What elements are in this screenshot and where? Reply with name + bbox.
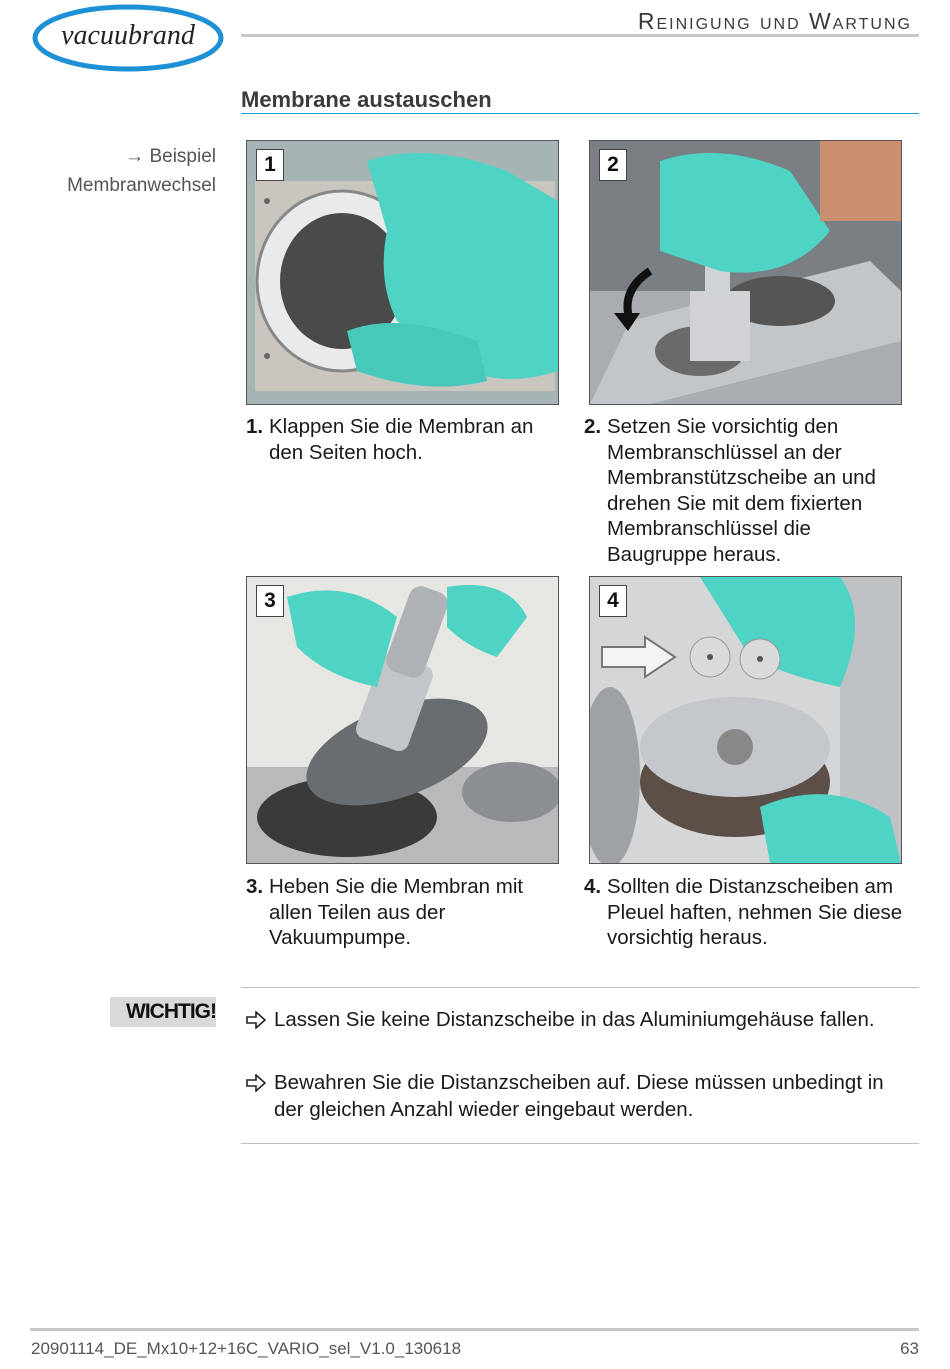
step-number: 1. (246, 415, 264, 438)
document-id: 20901114_DE_Mx10+12+16C_VARIO_sel_V1.0_130618 (31, 1339, 462, 1358)
photo-step-1 (246, 140, 559, 405)
step-text: Heben Sie die Membran mit allen Teilen aus der Vakuumpumpe. (269, 875, 524, 949)
warning-label: WICHTIG! (110, 997, 216, 1027)
photo-number: 3 (256, 585, 284, 617)
page-number: 63 (900, 1339, 919, 1358)
photo-step-2 (589, 140, 902, 405)
warning-note-text: Bewahren Sie die Distanzscheiben auf. Diese müssen unbedingt in der gleichen Anzahl wieder eingebaut werden. (274, 1071, 884, 1121)
warning-top-rule (241, 987, 919, 988)
photo-step-3 (246, 576, 559, 864)
footer-rule (30, 1328, 919, 1331)
section-rule (241, 113, 919, 114)
step-1 (246, 414, 566, 465)
step-2 (584, 414, 914, 567)
warning-note-text: Lassen Sie keine Distanzscheibe in das Aluminiumgehäuse fallen. (274, 1008, 875, 1031)
margin-note-line2: Membranwechsel (67, 175, 216, 196)
step-number: 3. (246, 875, 264, 898)
hollow-arrow-icon (246, 1074, 266, 1092)
step-4 (584, 874, 919, 951)
photo-step-4 (589, 576, 902, 864)
photo-number: 1 (256, 149, 284, 181)
step-number: 4. (584, 875, 602, 898)
step-text: Setzen Sie vorsichtig den Membranschlüssel an der Membranstützscheibe an und drehen Sie mit dem fixierten Membranschlüssel die Baugruppe heraus. (607, 415, 876, 566)
step-number: 2. (584, 415, 602, 438)
hollow-arrow-icon (246, 1011, 266, 1029)
vacuubrand-logo (32, 4, 224, 72)
header-rule (241, 34, 919, 37)
step-text: Sollten die Distanzscheiben am Pleuel haften, nehmen Sie diese vorsichtig heraus. (607, 875, 903, 949)
right-arrow-icon: → (125, 146, 145, 167)
photo-number: 2 (599, 149, 627, 181)
svg-text:vacuubrand: vacuubrand (61, 20, 195, 51)
step-3 (246, 874, 566, 951)
margin-note (20, 142, 216, 200)
photo-number: 4 (599, 585, 627, 617)
warning-note (246, 1070, 908, 1123)
section-title: Membrane austauschen (241, 87, 492, 112)
step-text: Klappen Sie die Membran an den Seiten hoch. (269, 415, 534, 464)
warning-note (246, 1007, 908, 1034)
margin-note-line1: Beispiel (149, 146, 216, 167)
chapter-title: Reinigung und Wartung (637, 8, 912, 34)
warning-bottom-rule (241, 1143, 919, 1144)
